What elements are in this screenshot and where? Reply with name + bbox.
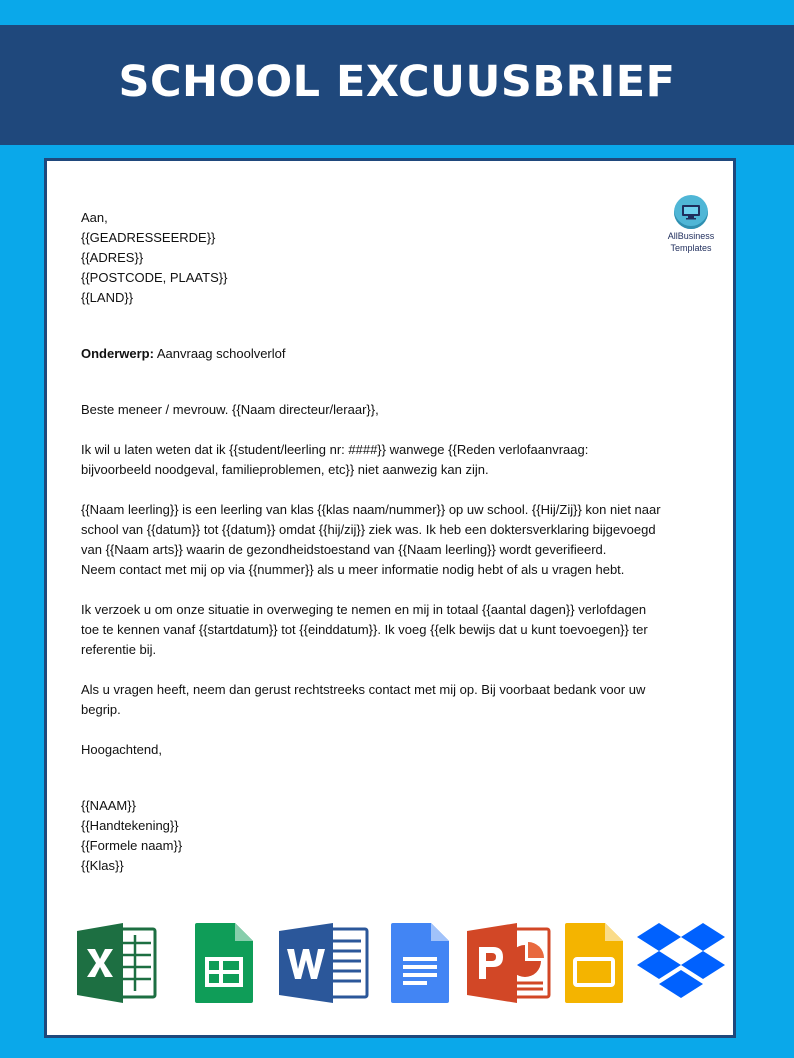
letter-body [81,208,711,876]
subject-text: Aanvraag schoolverlof [153,346,286,361]
signature-line: {{NAAM}} [81,798,136,813]
signature-line: {{Handtekening}} [81,818,179,833]
paragraph-line: begrip. [81,702,121,717]
subject-label: Onderwerp: [81,346,154,361]
paragraph-line: school van {{datum}} tot {{datum}} omdat {{hij/zij}} ziek was. Ik heb een doktersverklaring bijgevoegd [81,522,656,537]
paragraph-line: Ik wil u laten weten dat ik {{student/leerling nr: ####}} wanwege {{Reden verlofaanvraag: [81,442,589,457]
paragraph-2 [81,500,711,580]
excel-icon[interactable] [75,921,159,1009]
salutation: Beste meneer / mevrouw. {{Naam directeur/leraar}}, [81,402,379,417]
app-icons-row [75,921,725,1011]
dropbox-icon[interactable] [633,921,729,1011]
paragraph-line: Als u vragen heeft, neem dan gerust rechtstreeks contact met mij op. Bij voorbaat bedank voor uw [81,682,646,697]
google-slides-icon[interactable] [563,921,625,1009]
address-line: {{LAND}} [81,290,134,305]
address-line: {{GEADRESSEERDE}} [81,230,216,245]
paragraph-3 [81,600,711,660]
google-docs-icon[interactable] [389,921,451,1009]
logo-text-line2: Templates [670,243,712,253]
paragraph-line: bijvoorbeeld noodgeval, familieproblemen, etc}} niet aanwezig kan zijn. [81,462,489,477]
subject-line [81,344,711,364]
address-block [81,208,711,308]
paragraph-line: {{Naam leerling}} is een leerling van klas {{klas naam/nummer}} op uw school. {{Hij/Zij}} kon niet naar [81,502,661,517]
header-banner [0,25,794,145]
signature-block [81,796,711,876]
paragraph-line: referentie bij. [81,642,157,657]
powerpoint-icon[interactable] [465,921,553,1009]
letter-page [44,158,736,1038]
paragraph-line: toe te kennen vanaf {{startdatum}} tot {{einddatum}}. Ik voeg {{elk bewijs dat u kunt toevoegen}} ter [81,622,648,637]
address-line: {{POSTCODE, PLAATS}} [81,270,228,285]
paragraph-line: van {{Naam arts}} waarin de gezondheidstoestand van {{Naam leerling}} wordt geverifieerd. [81,542,607,557]
paragraph-line: Neem contact met mij op via {{nummer}} als u meer informatie nodig hebt of als u vragen hebt. [81,562,625,577]
paragraph-1 [81,440,711,480]
google-sheets-icon[interactable] [193,921,255,1009]
signature-line: {{Formele naam}} [81,838,183,853]
word-icon[interactable] [277,921,371,1009]
paragraph-4 [81,680,711,720]
logo-text-line1: AllBusiness [667,231,715,241]
paragraph-line: Ik verzoek u om onze situatie in overweging te nemen en mij in totaal {{aantal dagen}} verlofdagen [81,602,647,617]
address-line: {{ADRES}} [81,250,144,265]
address-line: Aan, [81,210,108,225]
closing: Hoogachtend, [81,742,162,757]
page-title: SCHOOL EXCUUSBRIEF [118,57,676,107]
signature-line: {{Klas}} [81,858,124,873]
